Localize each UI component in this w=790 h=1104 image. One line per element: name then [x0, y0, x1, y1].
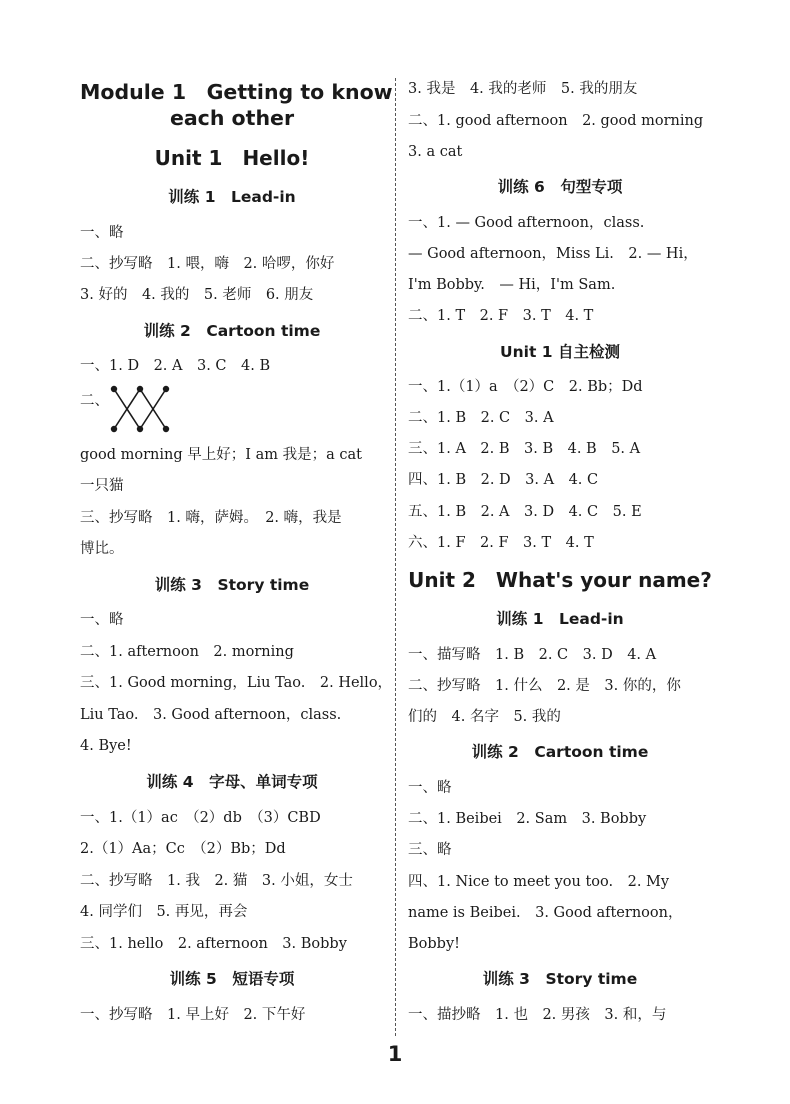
answer-line: 三、1. A 2. B 3. B 4. B 5. A [408, 441, 641, 457]
answer-line: 二、抄写略 1. 喂，嗨 2. 哈啰，你好 [80, 256, 335, 272]
answer-line: 一、略 [408, 780, 452, 796]
answer-line: 2.（1）Aa；Cc （2）Bb；Dd [80, 841, 286, 857]
match-dot [138, 427, 143, 432]
answer-line: 们的 4. 名字 5. 我的 [408, 709, 561, 725]
page-number: 1 [387, 1042, 403, 1066]
answer-line: good morning 早上好；I am 我是；a cat [80, 447, 362, 463]
section-title: 训练 5 短语专项 [169, 970, 295, 988]
answer-line: 一、1.（1）ac （2）db （3）CBD [80, 810, 321, 826]
answer-line: Bobby! [408, 936, 460, 952]
answer-line: 三、1. hello 2. afternoon 3. Bobby [80, 936, 347, 952]
answer-line: 二、抄写略 1. 我 2. 猫 3. 小姐，女士 [80, 873, 353, 889]
answer-line: 一、略 [80, 225, 124, 241]
answer-line: 六、1. F 2. F 3. T 4. T [408, 535, 594, 551]
answer-line: 四、1. B 2. D 3. A 4. C [408, 472, 599, 488]
section-title: 训练 3 Story time [482, 970, 638, 988]
section-title: 训练 4 字母、单词专项 [146, 773, 318, 791]
answer-line: 一、抄写略 1. 早上好 2. 下午好 [80, 1007, 306, 1023]
answer-line: 二、1. Beibei 2. Sam 3. Bobby [408, 811, 647, 827]
answer-line: 博比。 [80, 541, 124, 557]
answer-line: — Good afternoon，Miss Li. 2. — Hi， [408, 246, 698, 262]
module-title-line-2: each other [169, 106, 295, 130]
answer-line: 一、1. — Good afternoon，class. [408, 215, 645, 231]
match-dot [112, 427, 117, 432]
answer-line: 二、抄写略 1. 什么 2. 是 3. 你的，你 [408, 678, 681, 694]
answer-line: 4. 同学们 5. 再见，再会 [80, 904, 248, 920]
match-dot [164, 387, 169, 392]
section-title: 训练 6 句型专项 [497, 178, 623, 196]
answer-line: 一只猫 [80, 478, 124, 494]
answer-line: 一、描抄略 1. 也 2. 男孩 3. 和，与 [408, 1007, 667, 1023]
section-title: 训练 1 Lead-in [496, 610, 624, 628]
unit-1-title: Unit 1 Hello! [154, 146, 310, 170]
answer-line: name is Beibei. 3. Good afternoon， [408, 905, 683, 921]
column-divider [395, 78, 396, 1036]
module-title: Module 1 Getting to know [80, 80, 393, 104]
answer-line: 3. 好的 4. 我的 5. 老师 6. 朋友 [80, 287, 314, 303]
match-dot [164, 427, 169, 432]
answer-line: I'm Bobby. — Hi，I'm Sam. [408, 277, 616, 293]
answer-line: 三、抄写略 1. 嗨，萨姆。 2. 嗨，我是 [80, 510, 342, 526]
answer-line: 二、1. good afternoon 2. good morning [408, 113, 704, 129]
answer-line: 二、1. T 2. F 3. T 4. T [408, 308, 594, 324]
answer-line: 一、描写略 1. B 2. C 3. D 4. A [408, 647, 657, 663]
answer-line: 四、1. Nice to meet you too. 2. My [408, 874, 670, 890]
answer-line: 3. 我是 4. 我的老师 5. 我的朋友 [408, 81, 638, 97]
matching-lines-diagram [110, 384, 174, 434]
answer-line: 三、略 [408, 842, 452, 858]
match-dot [112, 387, 117, 392]
answer-line: 三、1. Good morning，Liu Tao. 2. Hello， [80, 675, 393, 691]
answer-line: 二、1. B 2. C 3. A [408, 410, 554, 426]
section-title: 训练 2 Cartoon time [143, 322, 321, 340]
answer-line: 一、1.（1）a （2）C 2. Bb；Dd [408, 379, 643, 395]
section-title: Unit 1 自主检测 [500, 343, 620, 361]
section-title: 训练 1 Lead-in [168, 188, 296, 206]
answer-line: 二、 [80, 393, 109, 409]
section-title: 训练 3 Story time [154, 576, 310, 594]
answer-line: 一、1. D 2. A 3. C 4. B [80, 358, 271, 374]
match-dot [138, 387, 143, 392]
answer-line: 二、1. afternoon 2. morning [80, 644, 294, 660]
answer-line: Liu Tao. 3. Good afternoon，class. [80, 707, 342, 723]
answer-line: 一、略 [80, 612, 124, 628]
section-title: 训练 2 Cartoon time [471, 743, 649, 761]
answer-line: 五、1. B 2. A 3. D 4. C 5. E [408, 504, 642, 520]
unit-2-title: Unit 2 What's your name? [408, 568, 712, 592]
answer-line: 3. a cat [408, 144, 463, 160]
answer-line: 4. Bye! [80, 738, 132, 754]
